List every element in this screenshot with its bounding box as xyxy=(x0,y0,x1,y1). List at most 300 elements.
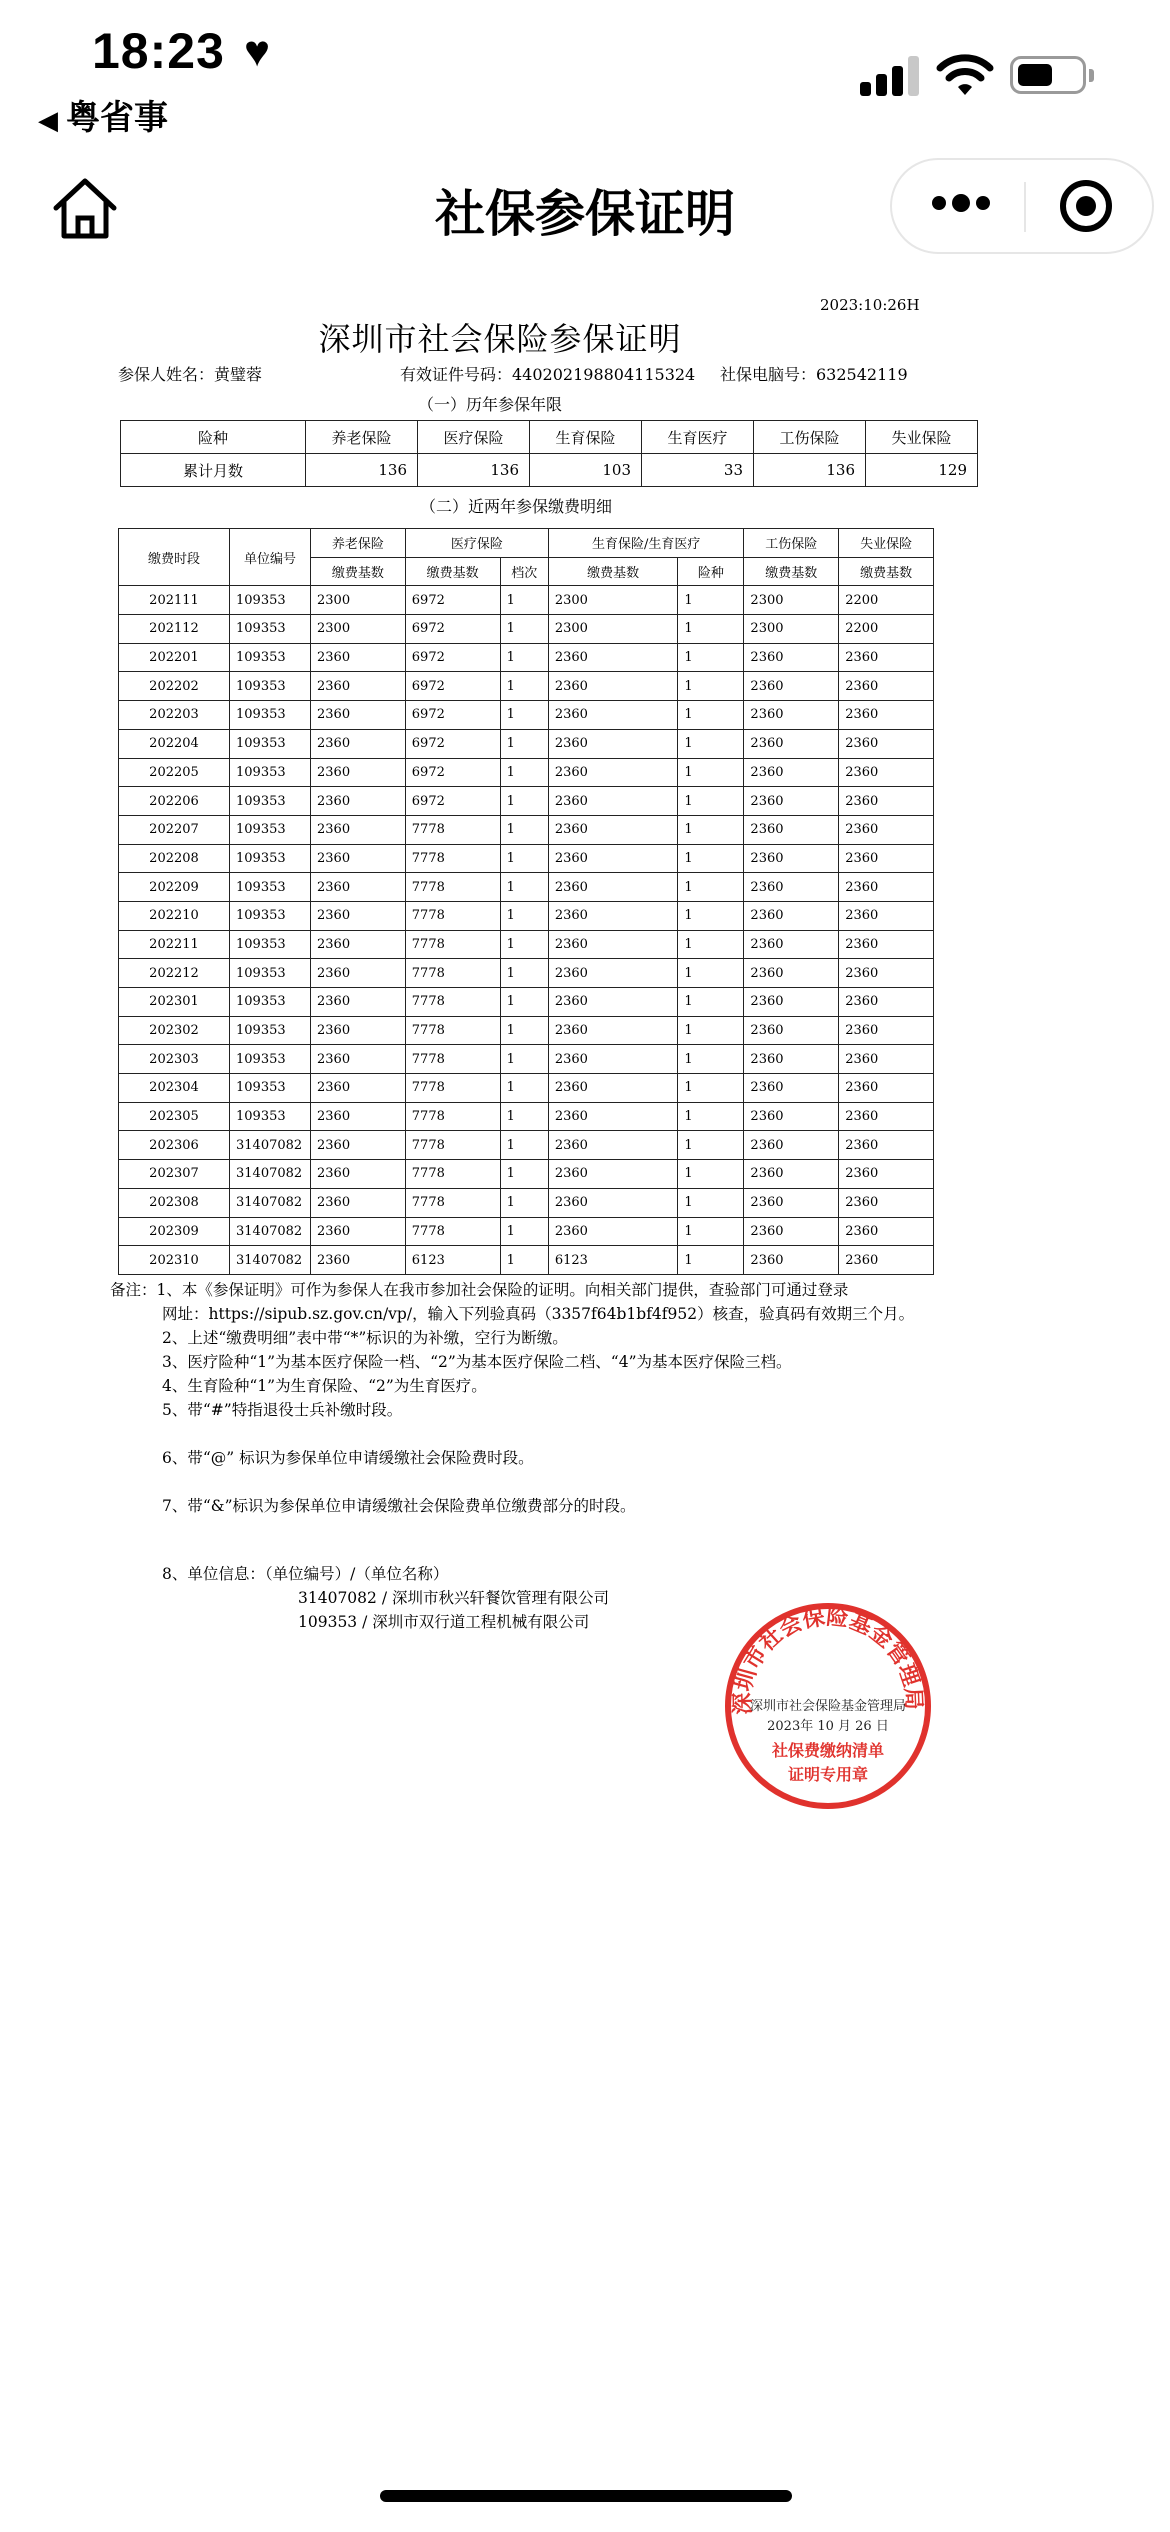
note-line: 5、带“#”特指退役士兵补缴时段。 xyxy=(162,1401,403,1419)
seal-inner-subtitle: 证明专用章 xyxy=(787,1765,869,1784)
table-cell: 2360 xyxy=(548,1102,678,1131)
table-cell: 1 xyxy=(678,672,744,701)
seal-ring-text: 深圳市社会保险基金管理局 xyxy=(729,1603,927,1715)
note-line: 2、上述“缴费明细”表中带“*”标识的为补缴，空行为断缴。 xyxy=(162,1329,568,1347)
table-row xyxy=(119,1102,934,1131)
table-header-cell: 养老保险 xyxy=(306,421,418,454)
status-time: 18:23 xyxy=(92,23,225,79)
table-cell: 2360 xyxy=(548,729,678,758)
table-cell: 1 xyxy=(678,758,744,787)
table-cell: 202301 xyxy=(119,988,230,1017)
table-cell: 202205 xyxy=(119,758,230,787)
table-cell: 2360 xyxy=(311,930,406,959)
table-cell: 1 xyxy=(678,873,744,902)
note-line: 备注：1、本《参保证明》可作为参保人在我市参加社会保险的证明。向相关部门提供，查验部门可通过登录 xyxy=(110,1281,849,1299)
unit-info-line: 109353 / 深圳市双行道工程机械有限公司 xyxy=(298,1613,590,1631)
table-cell: 129 xyxy=(866,454,978,487)
table-cell: 103 xyxy=(530,454,642,487)
table-cell: 1 xyxy=(678,844,744,873)
table-header-cell: 险种 xyxy=(678,557,744,586)
table-cell: 1 xyxy=(500,930,548,959)
section2-title: （二）近两年参保缴费明细 xyxy=(420,497,613,516)
table-cell: 1 xyxy=(500,586,548,615)
table-cell: 109353 xyxy=(230,758,311,787)
table-cell: 1 xyxy=(678,1074,744,1103)
table-cell: 1 xyxy=(678,787,744,816)
table-cell: 2360 xyxy=(839,787,934,816)
table-cell: 2360 xyxy=(744,901,839,930)
table-cell: 2360 xyxy=(744,873,839,902)
table-cell: 2360 xyxy=(548,1131,678,1160)
table-cell: 2360 xyxy=(839,1246,934,1275)
table-cell: 1 xyxy=(678,1131,744,1160)
table-cell: 2300 xyxy=(311,586,406,615)
payment-rows xyxy=(119,586,934,1275)
table-cell: 1 xyxy=(678,1246,744,1275)
table-cell: 7778 xyxy=(405,959,500,988)
table-row xyxy=(119,1188,934,1217)
table-row xyxy=(119,1217,934,1246)
table-cell: 7778 xyxy=(405,1217,500,1246)
table-cell: 2360 xyxy=(744,1188,839,1217)
table-cell: 31407082 xyxy=(230,1188,311,1217)
table-cell: 31407082 xyxy=(230,1217,311,1246)
table-cell: 2360 xyxy=(548,787,678,816)
table-cell: 2360 xyxy=(839,815,934,844)
table-cell: 202306 xyxy=(119,1131,230,1160)
table-cell: 6123 xyxy=(548,1246,678,1275)
table-header-cell: 医疗保险 xyxy=(405,529,548,558)
table-header-cell: 工伤保险 xyxy=(754,421,866,454)
table-cell: 6972 xyxy=(405,643,500,672)
table-row xyxy=(119,1131,934,1160)
table-cell: 109353 xyxy=(230,1074,311,1103)
table-header-cell: 工伤保险 xyxy=(744,529,839,558)
capsule-divider xyxy=(1024,182,1026,232)
cellular-signal-icon xyxy=(860,54,920,96)
table-cell: 1 xyxy=(500,815,548,844)
table-cell: 202210 xyxy=(119,901,230,930)
doc-date: 2023:10:26H xyxy=(820,296,920,314)
table-cell: 202307 xyxy=(119,1160,230,1189)
table-cell: 2360 xyxy=(744,643,839,672)
table-cell: 1 xyxy=(678,643,744,672)
table-cell: 2360 xyxy=(839,1217,934,1246)
back-to-app-button[interactable] xyxy=(38,90,168,139)
table-row xyxy=(119,901,934,930)
table-cell: 6972 xyxy=(405,586,500,615)
table-row xyxy=(119,959,934,988)
mini-program-nav-bar xyxy=(0,150,1170,270)
table-cell: 2360 xyxy=(311,988,406,1017)
table-cell: 2360 xyxy=(839,729,934,758)
table-cell: 1 xyxy=(500,1246,548,1275)
table-cell: 109353 xyxy=(230,615,311,644)
table-cell: 109353 xyxy=(230,787,311,816)
table-cell: 2360 xyxy=(548,1045,678,1074)
table-cell: 202208 xyxy=(119,844,230,873)
table-cell: 2360 xyxy=(839,643,934,672)
table-cell: 2360 xyxy=(839,672,934,701)
table-header-cell: 缴费基数 xyxy=(311,557,406,586)
table-cell: 2360 xyxy=(839,1160,934,1189)
close-mini-program-icon[interactable] xyxy=(1060,180,1112,232)
table-cell: 2360 xyxy=(311,1217,406,1246)
table-cell: 2360 xyxy=(311,758,406,787)
table-cell: 202305 xyxy=(119,1102,230,1131)
table-cell: 2360 xyxy=(839,1016,934,1045)
table-cell: 2360 xyxy=(311,1045,406,1074)
section1-title: （一）历年参保年限 xyxy=(418,395,563,414)
table-cell: 136 xyxy=(754,454,866,487)
table-cell: 31407082 xyxy=(230,1246,311,1275)
table-row xyxy=(121,421,978,454)
table-cell: 7778 xyxy=(405,1074,500,1103)
table-cell: 2300 xyxy=(548,615,678,644)
table-cell: 109353 xyxy=(230,643,311,672)
table-cell: 2360 xyxy=(744,844,839,873)
table-cell: 2360 xyxy=(744,787,839,816)
table-cell: 202203 xyxy=(119,701,230,730)
table-cell: 2360 xyxy=(548,643,678,672)
table-cell: 202209 xyxy=(119,873,230,902)
table-cell: 109353 xyxy=(230,930,311,959)
table-cell: 2200 xyxy=(839,615,934,644)
table-cell: 7778 xyxy=(405,988,500,1017)
table-cell: 2360 xyxy=(548,672,678,701)
table-row xyxy=(119,672,934,701)
table-cell: 2360 xyxy=(839,988,934,1017)
table-cell: 109353 xyxy=(230,1045,311,1074)
table-cell: 1 xyxy=(678,1102,744,1131)
table-header-cell: 医疗保险 xyxy=(418,421,530,454)
table-cell: 7778 xyxy=(405,815,500,844)
table-cell: 2200 xyxy=(839,586,934,615)
table-cell: 1 xyxy=(678,930,744,959)
table-cell: 109353 xyxy=(230,959,311,988)
table-cell: 1 xyxy=(500,1016,548,1045)
table-row xyxy=(119,930,934,959)
table-cell: 2360 xyxy=(839,1074,934,1103)
table-cell: 2360 xyxy=(744,1246,839,1275)
table-cell: 2360 xyxy=(311,815,406,844)
table-cell: 2360 xyxy=(839,758,934,787)
table-cell: 6972 xyxy=(405,672,500,701)
home-indicator xyxy=(380,2490,792,2502)
table-cell: 6972 xyxy=(405,729,500,758)
table-cell: 1 xyxy=(678,815,744,844)
table-cell: 109353 xyxy=(230,844,311,873)
table-cell: 2360 xyxy=(548,1074,678,1103)
table-header-cell: 缴费基数 xyxy=(548,557,678,586)
payment-detail-table xyxy=(118,528,934,1275)
table-cell: 2360 xyxy=(839,844,934,873)
table-cell: 2360 xyxy=(744,1217,839,1246)
table-cell: 202111 xyxy=(119,586,230,615)
table-cell: 109353 xyxy=(230,815,311,844)
table-cell: 1 xyxy=(500,1045,548,1074)
table-header-cell: 缴费基数 xyxy=(839,557,934,586)
table-cell: 2360 xyxy=(311,1188,406,1217)
table-cell: 2360 xyxy=(839,1131,934,1160)
back-triangle-icon: ◀ xyxy=(38,105,58,135)
table-cell: 6972 xyxy=(405,615,500,644)
table-header-cell: 失业保险 xyxy=(839,529,934,558)
table-header-cell: 缴费基数 xyxy=(405,557,500,586)
table-cell: 202302 xyxy=(119,1016,230,1045)
table-cell: 2360 xyxy=(839,1045,934,1074)
unit-info-line: 31407082 / 深圳市秋兴轩餐饮管理有限公司 xyxy=(298,1589,609,1607)
table-cell: 2300 xyxy=(744,615,839,644)
table-cell: 2360 xyxy=(311,1074,406,1103)
table-cell: 109353 xyxy=(230,1102,311,1131)
table-cell: 2360 xyxy=(744,1102,839,1131)
table-cell: 2360 xyxy=(311,844,406,873)
table-row xyxy=(119,1160,934,1189)
table-cell: 1 xyxy=(500,1217,548,1246)
table-cell: 202211 xyxy=(119,930,230,959)
table-cell: 2360 xyxy=(311,873,406,902)
table-cell: 2360 xyxy=(311,1102,406,1131)
table-cell: 1 xyxy=(500,787,548,816)
table-cell: 1 xyxy=(500,901,548,930)
page-title: 社保参保证明 xyxy=(435,186,735,242)
table-cell: 202304 xyxy=(119,1074,230,1103)
table-cell: 2360 xyxy=(839,930,934,959)
official-seal xyxy=(722,1600,934,1812)
table-cell: 202309 xyxy=(119,1217,230,1246)
table-cell: 7778 xyxy=(405,1016,500,1045)
table-row xyxy=(119,815,934,844)
table-header-cell: 生育保险 xyxy=(530,421,642,454)
table-cell: 109353 xyxy=(230,1016,311,1045)
social-security-number: 社保电脑号：632542119 xyxy=(720,365,908,384)
status-bar xyxy=(0,0,1170,140)
table-cell: 2360 xyxy=(311,729,406,758)
table-row xyxy=(119,701,934,730)
table-cell: 2360 xyxy=(548,873,678,902)
table-row xyxy=(119,643,934,672)
table-cell: 202310 xyxy=(119,1246,230,1275)
table-cell: 1 xyxy=(678,901,744,930)
note-line: 6、带“@” 标识为参保单位申请缓缴社会保险费时段。 xyxy=(162,1449,534,1467)
table-cell: 7778 xyxy=(405,1131,500,1160)
table-cell: 2360 xyxy=(548,1016,678,1045)
table-header-cell: 生育医疗 xyxy=(642,421,754,454)
table-cell: 109353 xyxy=(230,586,311,615)
table-cell: 1 xyxy=(678,1016,744,1045)
table-cell: 7778 xyxy=(405,930,500,959)
table-row xyxy=(119,615,934,644)
table-cell: 2360 xyxy=(548,1160,678,1189)
table-cell: 2360 xyxy=(548,844,678,873)
table-cell: 2360 xyxy=(839,1102,934,1131)
table-cell: 7778 xyxy=(405,901,500,930)
table-cell: 6972 xyxy=(405,701,500,730)
table-cell: 2360 xyxy=(744,1016,839,1045)
table-cell: 109353 xyxy=(230,873,311,902)
table-cell: 109353 xyxy=(230,901,311,930)
table-cell: 2360 xyxy=(548,701,678,730)
table-cell: 6123 xyxy=(405,1246,500,1275)
table-cell: 1 xyxy=(500,1074,548,1103)
table-header-cell: 档次 xyxy=(500,557,548,586)
table-cell: 1 xyxy=(678,615,744,644)
table-cell: 202112 xyxy=(119,615,230,644)
table-cell: 2360 xyxy=(311,959,406,988)
table-cell: 2300 xyxy=(744,586,839,615)
table-cell: 202201 xyxy=(119,643,230,672)
table-cell: 2360 xyxy=(548,758,678,787)
mini-program-capsule xyxy=(890,158,1154,254)
table-cell: 2360 xyxy=(744,930,839,959)
table-cell: 6972 xyxy=(405,758,500,787)
table-cell: 2360 xyxy=(744,1131,839,1160)
note-line: 3、医疗险种“1”为基本医疗保险一档、“2”为基本医疗保险二档、“4”为基本医疗保险三档。 xyxy=(162,1353,792,1371)
table-cell: 2360 xyxy=(839,901,934,930)
seal-inner-date: 2023年 10 月 26 日 xyxy=(767,1719,889,1734)
table-cell: 2360 xyxy=(548,1188,678,1217)
table-cell: 1 xyxy=(500,959,548,988)
table-cell: 2360 xyxy=(744,1045,839,1074)
table-cell: 2360 xyxy=(744,758,839,787)
table-header-cell: 生育保险/生育医疗 xyxy=(548,529,744,558)
table-cell: 7778 xyxy=(405,844,500,873)
table-cell: 2360 xyxy=(311,1131,406,1160)
table-cell: 2360 xyxy=(744,1074,839,1103)
id-number: 有效证件号码：440202198804115324 xyxy=(400,365,696,384)
table-row xyxy=(119,787,934,816)
table-cell: 2360 xyxy=(839,959,934,988)
table-cell: 109353 xyxy=(230,729,311,758)
note-line: 7、带“&”标识为参保单位申请缓缴社会保险费单位缴费部分的时段。 xyxy=(162,1497,636,1515)
table-header-cell: 缴费基数 xyxy=(744,557,839,586)
table-row xyxy=(119,1074,934,1103)
table-cell: 1 xyxy=(678,959,744,988)
table-cell: 109353 xyxy=(230,672,311,701)
table-cell: 2360 xyxy=(744,959,839,988)
table-row xyxy=(119,586,934,615)
table-cell: 202206 xyxy=(119,787,230,816)
table-cell: 2360 xyxy=(548,988,678,1017)
table-cell: 31407082 xyxy=(230,1131,311,1160)
seal-inner-org: 深圳市社会保险基金管理局 xyxy=(749,1699,907,1714)
more-icon[interactable] xyxy=(932,196,992,216)
table-cell: 2360 xyxy=(744,988,839,1017)
table-cell: 2360 xyxy=(839,873,934,902)
table-cell: 2360 xyxy=(744,1160,839,1189)
table-cell: 1 xyxy=(500,1188,548,1217)
table-cell: 1 xyxy=(678,1160,744,1189)
seal-inner-title: 社保费缴纳清单 xyxy=(771,1741,885,1760)
table-cell: 1 xyxy=(500,672,548,701)
table-cell: 2360 xyxy=(311,787,406,816)
table-cell: 109353 xyxy=(230,701,311,730)
table-cell: 7778 xyxy=(405,1160,500,1189)
table-cell: 2360 xyxy=(548,930,678,959)
table-cell: 202207 xyxy=(119,815,230,844)
note-line: 4、生育险种“1”为生育保险、“2”为生育医疗。 xyxy=(162,1377,487,1395)
table-cell: 136 xyxy=(418,454,530,487)
table-row xyxy=(119,758,934,787)
table-cell: 1 xyxy=(678,1188,744,1217)
table-cell: 累计月数 xyxy=(121,454,306,487)
wifi-icon xyxy=(936,50,994,98)
table-cell: 6972 xyxy=(405,787,500,816)
table-row xyxy=(119,1045,934,1074)
table-cell: 31407082 xyxy=(230,1160,311,1189)
table-header-cell: 养老保险 xyxy=(311,529,406,558)
note-line: 网址：https://sipub.sz.gov.cn/vp/，输入下列验真码（3357f64b1bf4f952）核查，验真码有效期三个月。 xyxy=(162,1305,915,1323)
table-cell: 33 xyxy=(642,454,754,487)
table-cell: 1 xyxy=(500,1131,548,1160)
table-header-row xyxy=(119,529,934,558)
heart-icon: ♥ xyxy=(244,27,271,76)
table-cell: 7778 xyxy=(405,1045,500,1074)
table-cell: 2360 xyxy=(311,901,406,930)
years-table xyxy=(120,420,978,487)
table-cell: 1 xyxy=(678,1045,744,1074)
table-header-cell: 失业保险 xyxy=(866,421,978,454)
table-cell: 1 xyxy=(678,729,744,758)
table-cell: 1 xyxy=(678,1217,744,1246)
table-cell: 1 xyxy=(678,988,744,1017)
table-row xyxy=(119,988,934,1017)
table-row xyxy=(119,1246,934,1275)
table-cell: 1 xyxy=(678,701,744,730)
table-cell: 2360 xyxy=(839,701,934,730)
doc-title: 深圳市社会保险参保证明 xyxy=(318,320,682,358)
table-cell: 7778 xyxy=(405,1188,500,1217)
table-cell: 2360 xyxy=(311,1016,406,1045)
table-cell: 7778 xyxy=(405,873,500,902)
table-cell: 2360 xyxy=(548,901,678,930)
table-cell: 109353 xyxy=(230,988,311,1017)
table-cell: 2360 xyxy=(548,959,678,988)
table-cell: 202202 xyxy=(119,672,230,701)
table-cell: 1 xyxy=(500,873,548,902)
table-cell: 2360 xyxy=(311,643,406,672)
table-cell: 202212 xyxy=(119,959,230,988)
table-row xyxy=(119,844,934,873)
table-cell: 2360 xyxy=(548,815,678,844)
table-cell: 1 xyxy=(678,586,744,615)
table-header-cell: 单位编号 xyxy=(230,529,311,586)
table-cell: 1 xyxy=(500,643,548,672)
table-cell: 2360 xyxy=(744,701,839,730)
table-cell: 2360 xyxy=(839,1188,934,1217)
back-app-label: 粤省事 xyxy=(66,99,168,137)
table-header-cell: 险种 xyxy=(121,421,306,454)
table-cell: 2360 xyxy=(311,1246,406,1275)
insured-name: 参保人姓名：黄璧蓉 xyxy=(118,365,263,384)
table-cell: 2300 xyxy=(311,615,406,644)
table-cell: 1 xyxy=(500,701,548,730)
table-cell: 2360 xyxy=(548,1217,678,1246)
table-cell: 2360 xyxy=(311,701,406,730)
table-row xyxy=(119,729,934,758)
table-cell: 1 xyxy=(500,758,548,787)
table-cell: 136 xyxy=(306,454,418,487)
table-cell: 2360 xyxy=(311,1160,406,1189)
table-cell: 1 xyxy=(500,615,548,644)
table-cell: 202204 xyxy=(119,729,230,758)
table-cell: 1 xyxy=(500,1102,548,1131)
table-cell: 1 xyxy=(500,729,548,758)
table-cell: 1 xyxy=(500,1160,548,1189)
table-row xyxy=(119,1016,934,1045)
table-cell: 2360 xyxy=(744,672,839,701)
